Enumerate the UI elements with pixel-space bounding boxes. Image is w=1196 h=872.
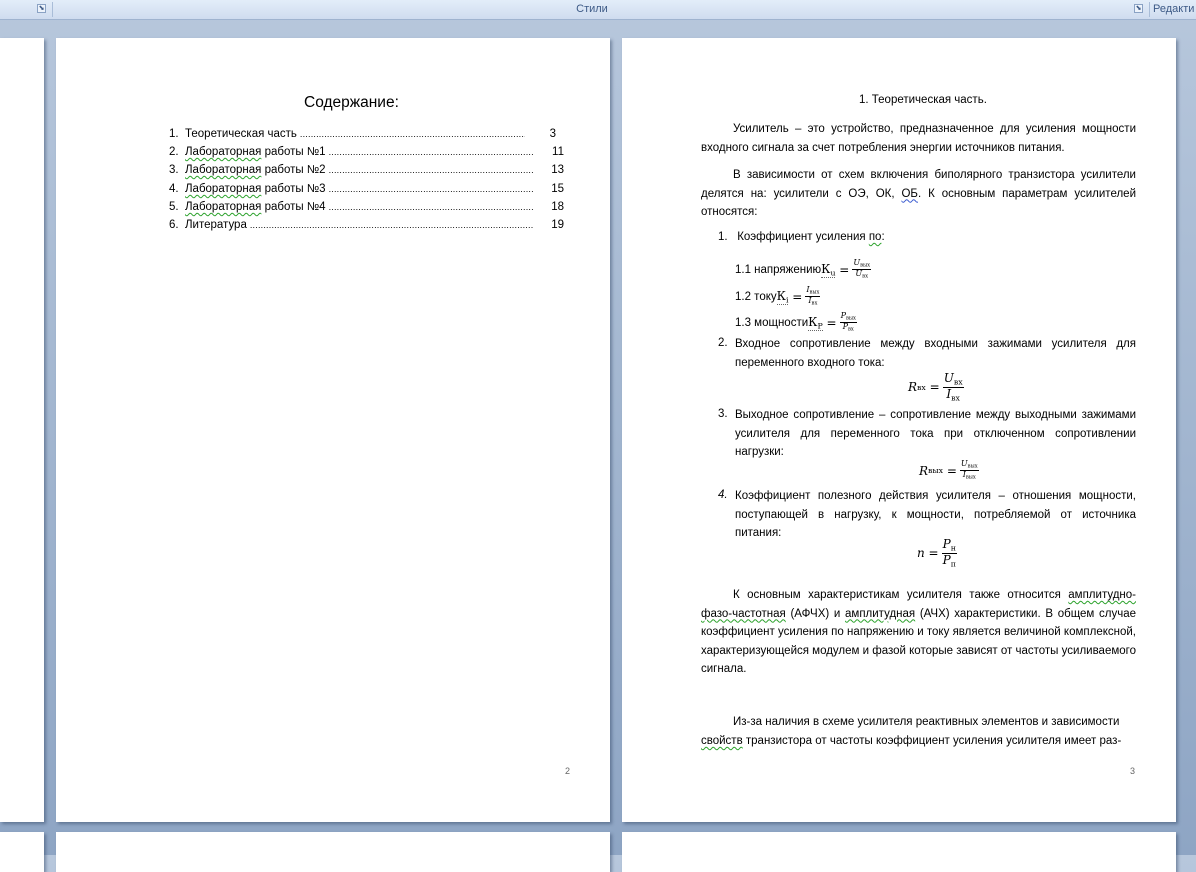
toc-entry-number: 3. xyxy=(169,164,179,176)
toc-entry-label: Литература xyxy=(185,219,247,231)
toc-entry-label: Теоретическая часть xyxy=(185,128,297,140)
toc-entry-label: Лабораторная работы №1 xyxy=(185,146,326,158)
toc-entry-page: 3 xyxy=(549,128,556,140)
toc-entry-number: 2. xyxy=(169,146,179,158)
toc-entry-page: 13 xyxy=(551,164,564,176)
toc-leader-dots xyxy=(300,128,525,140)
toc-entry[interactable] xyxy=(169,161,564,179)
editing-group-label[interactable]: Редакти xyxy=(1153,3,1195,15)
list-item: Выходное сопротивление – сопротивление между выходными зажимами усилителя для переменного тока при отключенном сопротивлении нагрузки: xyxy=(735,409,1136,458)
formula-line: 1.1 напряжению $К_u$ = $\frac{U_{вых}}{U_{вх}}$ xyxy=(735,258,871,280)
toc-entry-label: Лабораторная работы №4 xyxy=(185,201,326,213)
toc-entry[interactable] xyxy=(169,198,564,216)
toc-leader-dots xyxy=(329,201,533,213)
document-page-4 xyxy=(0,832,44,872)
document-page-3[interactable] xyxy=(622,38,1176,822)
toc-entry[interactable] xyxy=(169,143,564,161)
toc-entry-page: 11 xyxy=(552,146,564,158)
ribbon-separator xyxy=(52,2,53,17)
paragraph-line: Из-за наличия в схеме усилителя реактивных элементов и зависимости xyxy=(733,716,1120,728)
list-item-number: 3. xyxy=(718,408,728,420)
document-page-6 xyxy=(622,832,1176,872)
paragraph: К основным характеристикам усилителя также относится амплитудно-фазо-частотная (АФЧХ) и амплитудная (АЧХ) характеристики. В общем случае коэффициент усиления по напряжению и току является величиной комплексной, характеризующейся модулем и фазой которые зависят от частоты усиливаемого сигнала. xyxy=(701,589,1136,675)
paragraph: В зависимости от схем включения биполярного транзистора усилители делятся на: усилители с ОЭ, ОК, ОБ. К основным параметрам усилителей относятся: xyxy=(701,169,1136,218)
dialog-launcher-icon[interactable]: ⬊ xyxy=(38,5,45,12)
toc-title: Содержание: xyxy=(304,94,399,111)
styles-dialog-launcher-icon[interactable]: ⬊ xyxy=(1135,5,1142,12)
toc-leader-dots xyxy=(250,219,533,231)
list-item: 1. Коэффициент усиления по: xyxy=(718,231,885,243)
toc-entry[interactable] xyxy=(169,216,564,234)
toc-leader-dots xyxy=(329,146,533,158)
toc-entry-page: 19 xyxy=(551,219,564,231)
section-heading: 1. Теоретическая часть. xyxy=(859,94,987,106)
ribbon-strip xyxy=(0,0,1196,20)
document-page-1 xyxy=(0,38,44,822)
list-item: Входное сопротивление между входными зажимами усилителя для переменного входного тока: xyxy=(735,338,1136,369)
document-page-2[interactable] xyxy=(56,38,610,822)
formula: R вых = $\frac{U_{вых}}{I_{вых}}$ xyxy=(919,459,978,481)
toc-entry[interactable] xyxy=(169,180,564,198)
toc-entry-label: Лабораторная работы №2 xyxy=(185,164,326,176)
formula-line: 1.2 току $К_i$ = $\frac{I_{вых}}{I_{вх}}$ xyxy=(735,285,820,307)
paragraph: Усилитель – это устройство, предназначенное для усиления мощности входного сигнала за счет потребления энергии источников питания. xyxy=(701,123,1136,154)
toc-entry[interactable] xyxy=(169,125,556,143)
toc-entry-page: 15 xyxy=(551,183,564,195)
document-page-5 xyxy=(56,832,610,872)
toc-entry-number: 4. xyxy=(169,183,179,195)
paragraph-line: свойств транзистора от частоты коэффициент усиления усилителя имеет раз- xyxy=(701,735,1122,747)
formula: n = $\frac{P_н}{P_п}$ xyxy=(917,537,956,569)
formula: R вх = $\frac{U_{вх}}{I_{вх}}$ xyxy=(908,371,963,403)
page-number: 2 xyxy=(565,766,571,776)
toc-entry-label: Лабораторная работы №3 xyxy=(185,183,326,195)
toc-entry-number: 1. xyxy=(169,128,179,140)
list-item-number: 4. xyxy=(718,489,728,501)
toc-entry-number: 5. xyxy=(169,201,179,213)
formula-line: 1.3 мощности $К_P$ = $\frac{P_{вых}}{P_{вх}}$ xyxy=(735,311,856,333)
list-item: Коэффициент полезного действия усилителя – отношения мощности, поступающей в нагрузку, к мощности, потребляемой от источника питания: xyxy=(735,490,1136,539)
page-number: 3 xyxy=(1130,766,1136,776)
toc-entry-number: 6. xyxy=(169,219,179,231)
list-item-number: 2. xyxy=(718,337,728,349)
toc-entry-page: 18 xyxy=(551,201,564,213)
styles-group-label[interactable]: Стили xyxy=(576,3,608,15)
toc-leader-dots xyxy=(329,183,533,195)
ribbon-separator xyxy=(1149,2,1150,17)
toc-leader-dots xyxy=(329,164,533,176)
